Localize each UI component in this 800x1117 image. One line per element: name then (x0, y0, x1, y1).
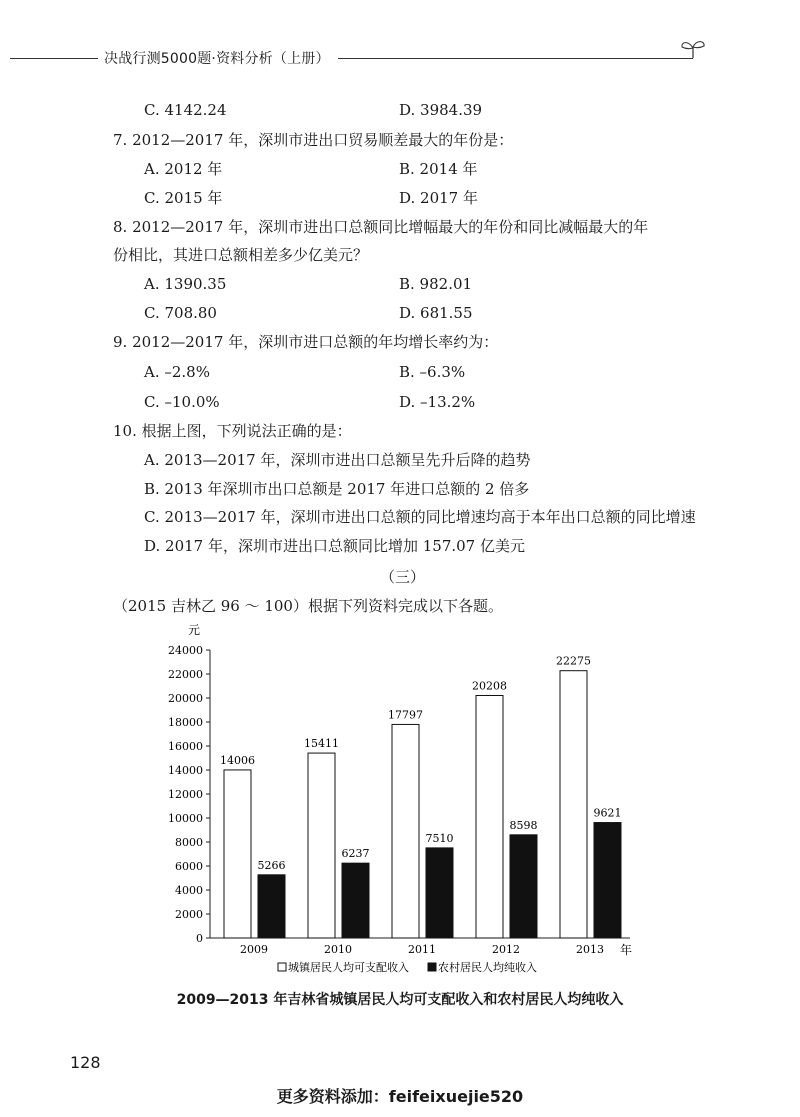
y-axis-unit: 元 (188, 623, 201, 637)
legend-label-rural: 农村居民人均纯收入 (438, 961, 537, 974)
bar-urban-2012 (476, 696, 503, 938)
x-axis-unit: 年 (620, 943, 633, 957)
value-label-urban-2009: 14006 (220, 753, 255, 767)
sprout-icon (678, 38, 708, 60)
y-tick-label: 10000 (168, 812, 203, 825)
running-header (0, 46, 800, 70)
q7-option-b[interactable]: B. 2014 年 (399, 160, 478, 178)
q8-option-d[interactable]: D. 681.55 (399, 304, 473, 322)
value-label-rural-2009: 5266 (257, 858, 286, 872)
q8-option-c[interactable]: C. 708.80 (144, 304, 217, 322)
y-tick-label: 12000 (168, 788, 203, 801)
q8-option-a[interactable]: A. 1390.35 (144, 275, 227, 293)
y-tick-label: 8000 (175, 836, 203, 849)
x-tick-label-2010: 2010 (324, 943, 352, 956)
q7-option-d[interactable]: D. 2017 年 (399, 189, 478, 207)
y-tick-label: 6000 (175, 860, 203, 873)
bar-rural-2012 (510, 835, 537, 938)
q7-stem: 7. 2012—2017 年，深圳市进出口贸易顺差最大的年份是： (113, 131, 514, 149)
y-tick-label: 24000 (168, 644, 203, 657)
section-intro: （2015 吉林乙 96 ～ 100）根据下列资料完成以下各题。 (113, 597, 503, 615)
x-tick-label-2013: 2013 (576, 943, 604, 956)
y-tick-label: 16000 (168, 740, 203, 753)
x-tick-label-2011: 2011 (408, 943, 436, 956)
q10-stem: 10. 根据上图，下列说法正确的是： (113, 422, 352, 440)
q9-option-d[interactable]: D. –13.2% (399, 393, 476, 411)
value-label-urban-2012: 20208 (472, 679, 507, 693)
bar-urban-2009 (224, 770, 251, 938)
y-tick-label: 4000 (175, 884, 203, 897)
value-label-urban-2013: 22275 (556, 654, 591, 668)
q6-option-c[interactable]: C. 4142.24 (144, 101, 227, 119)
q6-option-d[interactable]: D. 3984.39 (399, 101, 483, 119)
q8-stem-line2: 份相比，其进口总额相差多少亿美元？ (113, 246, 369, 264)
q8-stem-line1: 8. 2012—2017 年，深圳市进出口总额同比增幅最大的年份和同比减幅最大的年 (113, 218, 649, 236)
value-label-urban-2010: 15411 (304, 737, 339, 751)
q10-option-a[interactable]: A. 2013—2017 年，深圳市进出口总额呈先升后降的趋势 (144, 451, 531, 469)
book-title: 决战行测5000题·资料分析（上册） (104, 51, 330, 67)
y-tick-label: 14000 (168, 764, 203, 777)
q10-option-c[interactable]: C. 2013—2017 年，深圳市进出口总额的同比增速均高于本年出口总额的同比增速 (144, 508, 696, 526)
bar-rural-2013 (594, 823, 621, 938)
bar-urban-2013 (560, 671, 587, 938)
y-tick-label: 18000 (168, 716, 203, 729)
x-tick-label-2012: 2012 (492, 943, 520, 956)
bar-urban-2011 (392, 724, 419, 938)
q7-option-c[interactable]: C. 2015 年 (144, 189, 223, 207)
y-tick-label: 22000 (168, 668, 203, 681)
page-number: 128 (70, 1053, 101, 1072)
q8-option-b[interactable]: B. 982.01 (399, 275, 473, 293)
bar-urban-2010 (308, 753, 335, 938)
q9-stem: 9. 2012—2017 年，深圳市进口总额的年均增长率约为： (113, 333, 499, 351)
value-label-rural-2012: 8598 (509, 818, 538, 832)
section-heading: （三） (380, 568, 426, 586)
y-tick-label: 2000 (175, 908, 203, 921)
y-tick-label: 20000 (168, 692, 203, 705)
bar-rural-2011 (426, 848, 453, 938)
value-label-urban-2011: 17797 (388, 708, 423, 722)
bar-rural-2009 (258, 875, 285, 938)
q10-option-d[interactable]: D. 2017 年，深圳市进出口总额同比增加 157.07 亿美元 (144, 537, 525, 555)
q9-option-c[interactable]: C. –10.0% (144, 393, 220, 411)
x-tick-label-2009: 2009 (240, 943, 268, 956)
q9-option-a[interactable]: A. –2.8% (144, 363, 210, 381)
value-label-rural-2010: 6237 (341, 847, 370, 861)
header-rule-left (10, 58, 98, 59)
bar-rural-2010 (342, 863, 369, 938)
footer-note: 更多资料添加：feifeixuejie520 (276, 1087, 524, 1106)
chart-legend (278, 960, 537, 974)
q7-option-a[interactable]: A. 2012 年 (144, 160, 223, 178)
legend-swatch-rural (428, 963, 436, 971)
income-bar-chart (150, 620, 650, 980)
value-label-rural-2013: 9621 (593, 806, 622, 820)
header-rule-right (338, 58, 693, 59)
legend-swatch-urban (278, 963, 286, 971)
chart-caption: 2009—2013 年吉林省城镇居民人均可支配收入和农村居民人均纯收入 (176, 992, 624, 1008)
value-label-rural-2011: 7510 (425, 831, 454, 845)
q9-option-b[interactable]: B. –6.3% (399, 363, 466, 381)
q10-option-b[interactable]: B. 2013 年深圳市出口总额是 2017 年进口总额的 2 倍多 (144, 480, 530, 498)
legend-label-urban: 城镇居民人均可支配收入 (288, 961, 409, 974)
y-tick-label: 0 (196, 932, 203, 945)
